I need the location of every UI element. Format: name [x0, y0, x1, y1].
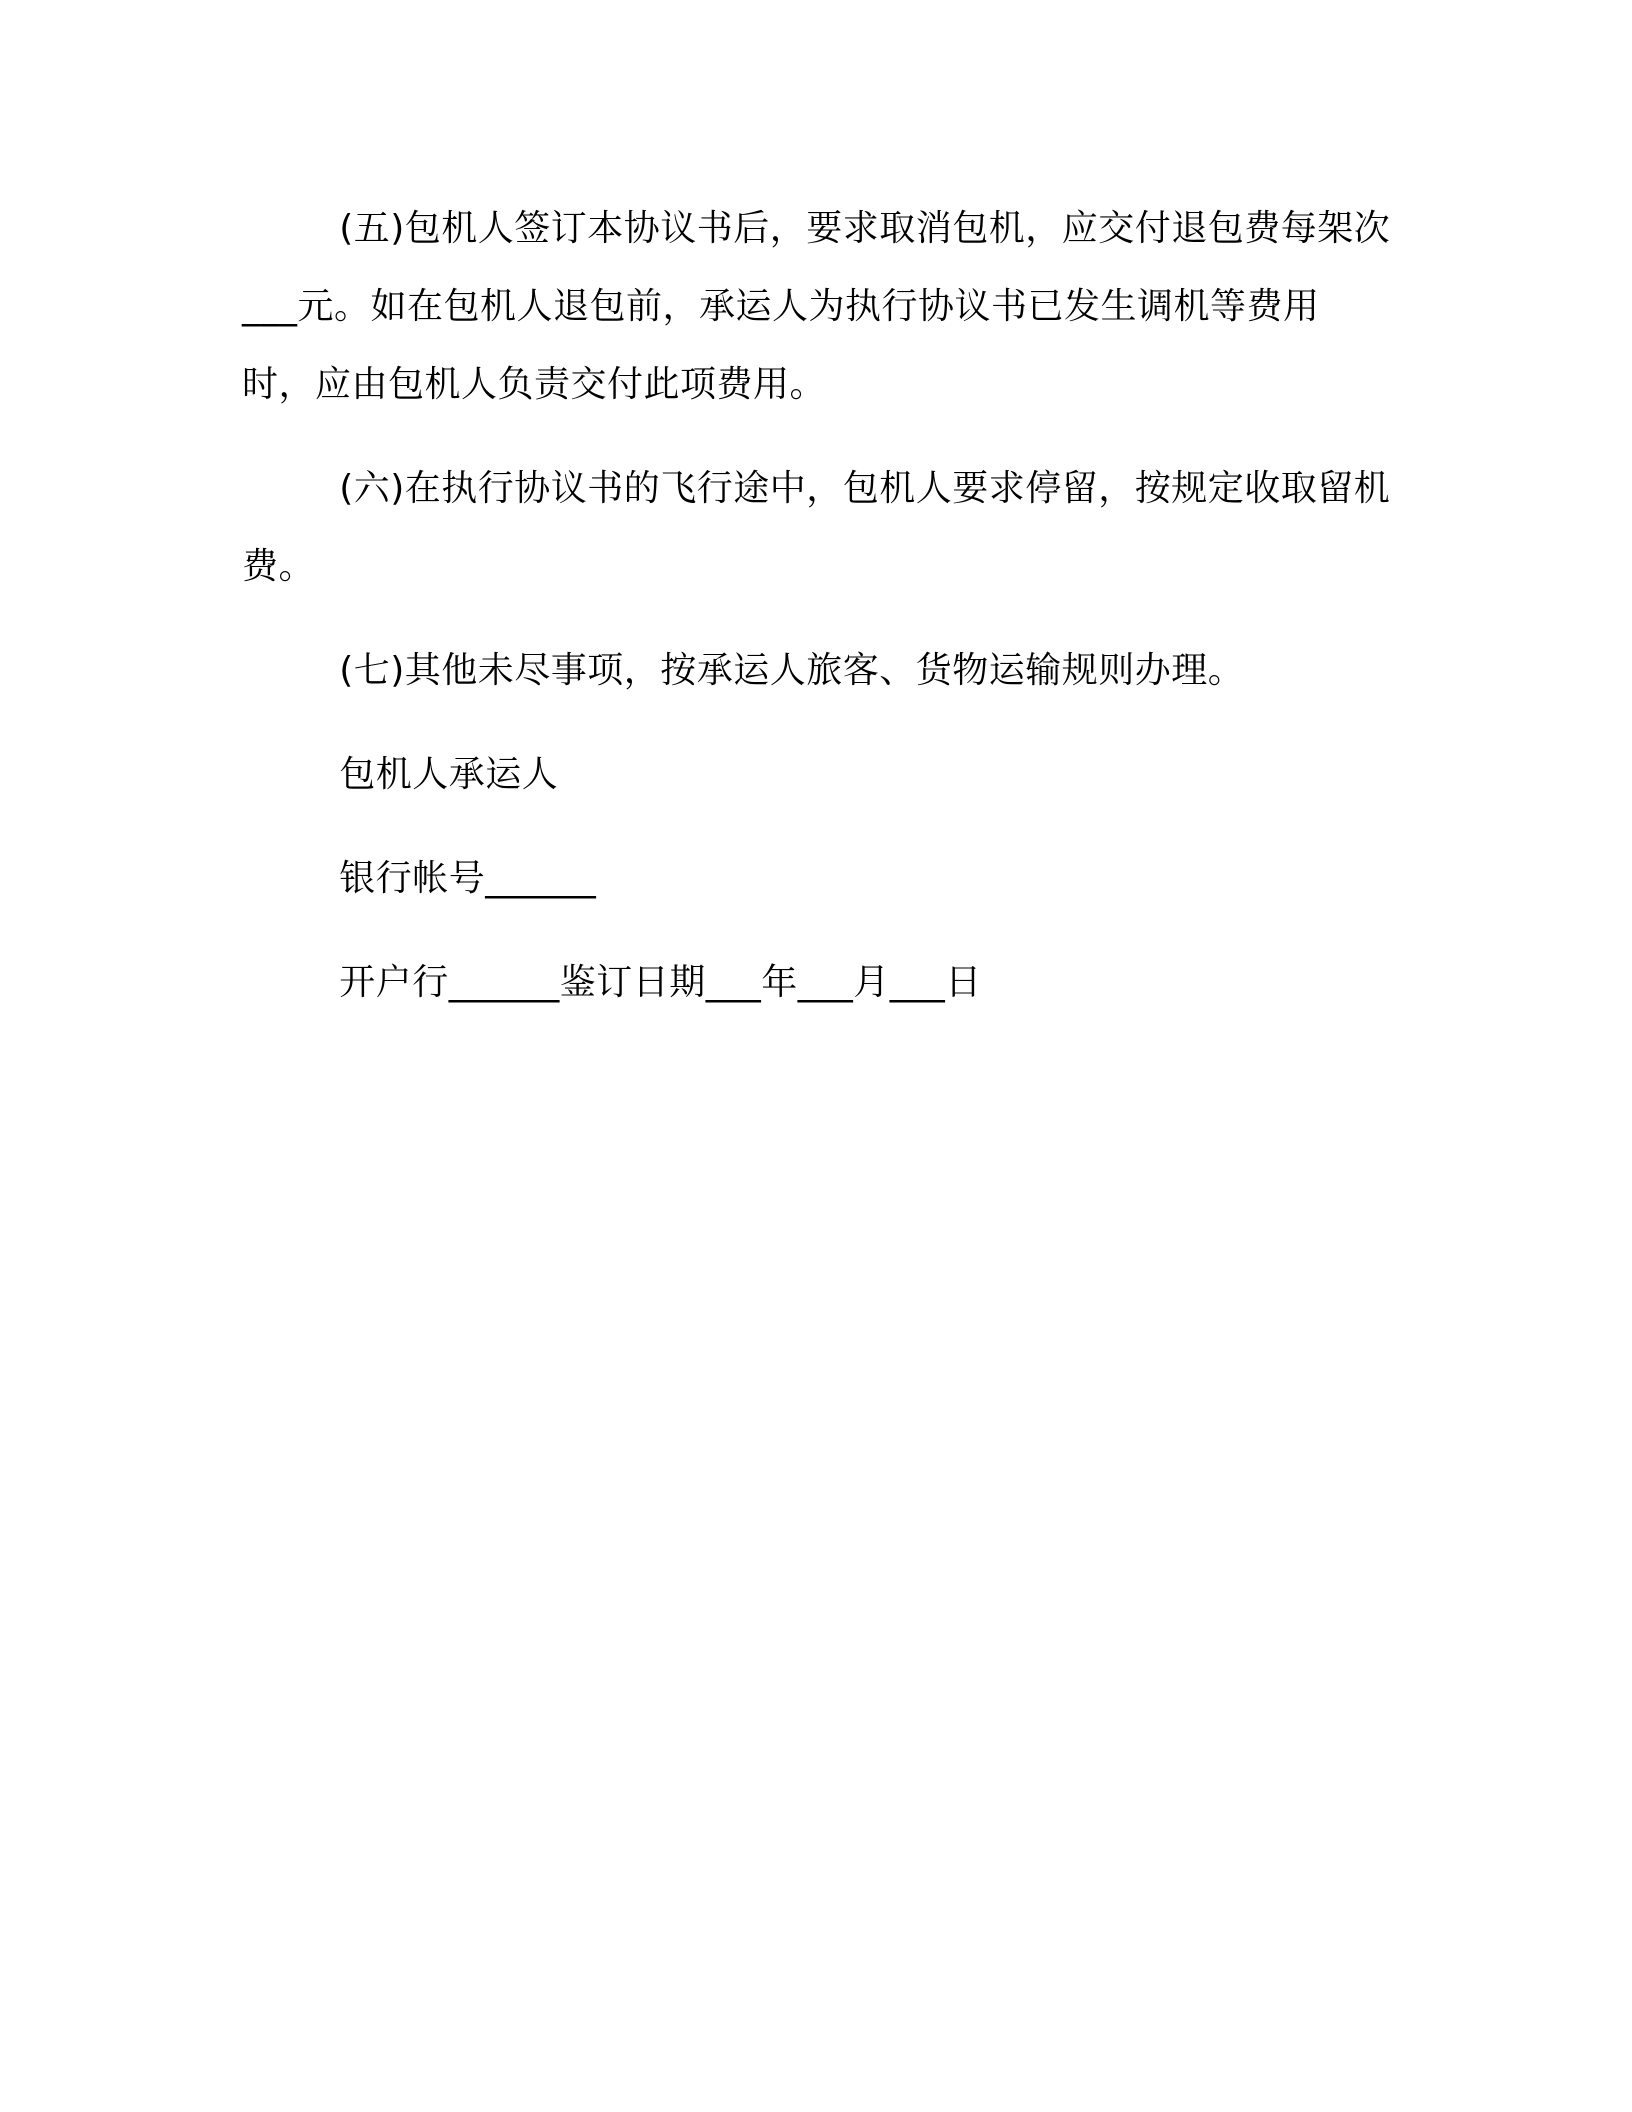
- signature-parties: 包机人承运人: [339, 754, 559, 795]
- document-body: [242, 190, 1392, 1048]
- bank-and-date-line: 开户行______鉴订日期___年___月___日: [339, 962, 982, 1003]
- bank-account-line: 银行帐号______: [339, 858, 597, 899]
- clause-seven: (七)其他未尽事项，按承运人旅客、货物运输规则办理。: [339, 650, 1245, 691]
- clause-five: (五)包机人签订本协议书后，要求取消包机，应交付退包费每架次___元。如在包机人退包前，承运人为执行协议书已发生调机等费用时，应由包机人负责交付此项费用。: [242, 208, 1391, 405]
- clause-six: (六)在执行协议书的飞行途中，包机人要求停留，按规定收取留机费。: [242, 468, 1391, 587]
